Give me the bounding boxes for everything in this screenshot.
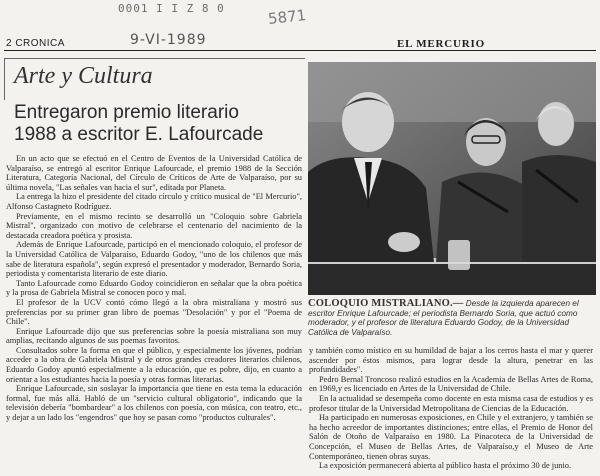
news-photo [308,62,596,295]
paragraph: Pedro Bernal Troncoso realizó estudios en la Academia de Bellas Artes de Roma, en 1969,y es licenciado en Artes de la Universidad de Chile. [309,374,593,394]
handwritten-number: 5871 [267,6,308,28]
paragraph: En la actualidad se desempeña como docente en esta misma casa de estudios y es profesor titular de la Universidad Metropolitana de Ciencias de la Educación. [309,393,593,413]
paragraph: Enrique Lafourcade, sin soslayar la importancia que tiene en esta tema la educación formal, fue más allá. Habló de un "servicio cultural obligatorio", indicando que la televisión debería "bombardear" a los chilenos con poesía, con música, con teatro, etc., y dejar a un lado los "engendros" que hoy se pasan como "productos culturales". [6,384,302,423]
paragraph: Además de Enrique Lafourcade, participó en el mencionado coloquio, el profesor de la Universidad Católica de Valparaíso, Eduardo Godoy, "uno de los chilenos que más sabe de literatura española", según expresó el presentador y moderador, Bernardo Soria, periodista y comentarista literario de este diario. [6,240,302,279]
paragraph: La entrega la hizo el presidente del citado círculo y crítico musical de "El Mercurio", Alfonso Castagneto Rodríguez. [6,192,302,211]
header-rule [4,50,596,51]
caption-title: COLOQUIO MISTRALIANO.— [308,298,464,309]
headline-line-1: Entregaron premio literario [14,102,239,123]
article-column-right [309,346,593,474]
caption-text: Desde la izquierda aparecen el escritor Enrique Lafourcade; el periodista Bernardo Soria, que actuó como moderador, y el profesor de literatura Eduardo Godoy, de la Universidad Católica de Valparaíso. [308,299,579,337]
paragraph: La exposición permanecerá abierta al público hasta el próximo 30 de junio. [319,461,572,471]
newspaper-name: EL MERCURIO [397,38,485,50]
paragraph: En un acto que se efectuó en el Centro de Eventos de la Universidad Católica de Valparaíso, se entregó al escritor Enrique Lafourcade, el premio 1988 de la Sección Literatura, Categoría Nacional, del Círculo de Críticos de Arte de Valparaíso, por su última novela, "Las señales van hacia el sur", editada por Planeta. [6,154,302,192]
paragraph: Previamente, en el mismo recinto se desarrolló un "Coloquio sobre Gabriela Mistral", organizado con motivo de celebrarse el centenario del nacimiento de la destacada creadora poética y prosista. [6,211,302,240]
paragraph: Enrique Lafourcade dijo que sus preferencias sobre la poesía mistraliana son muy amplias, recitando algunos de sus poemas favoritos. [6,326,302,346]
photo-image [308,62,596,295]
paragraph: Tanto Lafourcade como Eduardo Godoy coincidieron en señalar que la obra poética y la prosa de Gabriela Mistral se conocen poco y mal. [6,278,302,298]
page-section-label: 2 CRONICA [6,38,65,49]
headline-line-2: 1988 a escritor E. Lafourcade [14,124,264,145]
article-column-left [6,154,302,476]
paragraph: El profesor de la UCV contó cómo llegó a la obra mistraliana y mostró sus preferencias por su primer gran libro de poemas "Desolación" y por el "Poema de Chile". [6,297,302,327]
article-headline [14,102,314,146]
paragraph: Consultados sobre la forma en que el público, y especialmente los jóvenes, podrían acceder a la obra de Gabriela Mistral y de otros grandes creadores literarios chilenos, Eduardo Godoy apuntó especialmente a la educación, que es pobre, dijo, en cuanto a orientar a los estudiantes hacia la poesía y otras formas literarias. [6,345,302,384]
handwritten-date: 9-VI-1989 [130,32,207,48]
photo-caption [308,299,596,337]
section-title: Arte y Cultura [14,63,153,89]
paragraph: y también como místico en su humildad de bajar a los cerros hasta el mar y querer ascender por éstos mismos, para lograr desde la altura, penetrar en las profundidades". [309,346,593,375]
paragraph: Ha participado en numerosas exposiciones, en Chile y el extranjero, y también se ha hecho acreedor de importantes distinciones; entre ellas, el Premio de Honor del Salón de Otoño de Valparaíso en 1980. La Pinacoteca de la Universidad de Concepción, el Museo de Bellas Artes, de Valparaíso,y el Museo de Arte Contemporáneo, tienen obras suyas. [309,413,593,461]
archive-stamp: 0001 I I Z 8 0 [118,2,225,15]
